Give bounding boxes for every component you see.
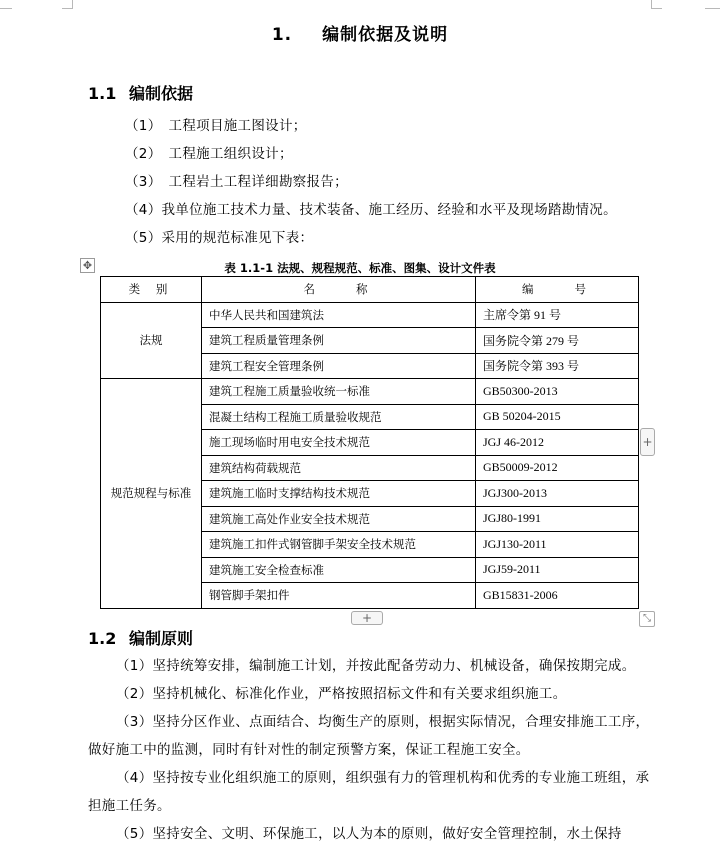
- header-code: 编 号: [476, 277, 639, 303]
- code-cell: JGJ80-1991: [476, 506, 639, 532]
- basis-item-2: （2） 工程施工组织设计；: [125, 146, 293, 162]
- code-cell: GB50300-2013: [476, 379, 639, 405]
- heading-title: 编制原则: [129, 629, 194, 648]
- basis-item-5: （5）采用的规范标准见下表：: [125, 230, 314, 246]
- code-cell: 主席令第 91 号: [476, 302, 639, 328]
- name-cell: 建筑施工高处作业安全技术规范: [202, 506, 476, 532]
- code-cell: GB50009-2012: [476, 455, 639, 481]
- page-margin-mark: [62, 0, 73, 9]
- category-cell: 规范规程与标准: [101, 379, 202, 609]
- page-margin-mark: [651, 0, 662, 9]
- name-cell: 建筑工程施工质量验收统一标准: [202, 379, 476, 405]
- name-cell: 建筑施工安全检查标准: [202, 557, 476, 583]
- heading-title: 编制依据: [129, 84, 194, 103]
- code-cell: JGJ59-2011: [476, 557, 639, 583]
- basis-item-4: （4）我单位施工技术力量、技术装备、施工经历、经验和水平及现场踏勘情况。: [125, 202, 617, 218]
- table-row[interactable]: [101, 379, 639, 405]
- code-cell: 国务院令第 279 号: [476, 328, 639, 354]
- table-move-handle-icon[interactable]: ✥: [80, 258, 95, 273]
- name-cell: 建筑工程安全管理条例: [202, 353, 476, 379]
- principle-paragraph-5: （5）坚持安全、文明、环保施工，以人为本的原则，做好安全管理控制，水土保持: [116, 826, 622, 842]
- principle-paragraph-4: （4）坚持按专业化组织施工的原则，组织强有力的管理机构和优秀的专业施工班组，承担施工任务。: [88, 770, 650, 814]
- name-cell: 钢管脚手架扣件: [202, 583, 476, 609]
- heading-number: 1.1: [88, 84, 117, 103]
- name-cell: 建筑施工扣件式钢管脚手架安全技术规范: [202, 532, 476, 558]
- code-cell: GB 50204-2015: [476, 404, 639, 430]
- heading-1-2: [88, 626, 193, 649]
- name-cell: 混凝土结构工程施工质量验收规范: [202, 404, 476, 430]
- table-resize-icon[interactable]: ⤡: [639, 611, 655, 627]
- code-cell: GB15831-2006: [476, 583, 639, 609]
- page-margin-mark: [0, 0, 12, 9]
- heading-1-title: 编制依据及说明: [322, 25, 449, 45]
- code-cell: 国务院令第 393 号: [476, 353, 639, 379]
- heading-number: 1.2: [88, 629, 117, 648]
- table-caption: 表 1.1-1 法规、规程规范、标准、图集、设计文件表: [224, 261, 496, 275]
- table-header-row: [101, 277, 639, 303]
- heading-1-1: [88, 81, 193, 104]
- name-cell: 施工现场临时用电安全技术规范: [202, 430, 476, 456]
- name-cell: 建筑工程质量管理条例: [202, 328, 476, 354]
- code-cell: JGJ 46-2012: [476, 430, 639, 456]
- header-name: 名 称: [202, 277, 476, 303]
- principle-paragraph-2: （2）坚持机械化、标准化作业，严格按照招标文件和有关要求组织施工。: [116, 686, 567, 702]
- add-column-button[interactable]: +: [640, 428, 655, 456]
- page-margin-mark: [705, 0, 720, 9]
- category-cell: 法规: [101, 302, 202, 379]
- name-cell: 建筑结构荷载规范: [202, 455, 476, 481]
- regulations-table[interactable]: [100, 276, 639, 609]
- table-row[interactable]: [101, 302, 639, 328]
- heading-1: [0, 20, 720, 45]
- principle-paragraph-1: （1）坚持统筹安排，编制施工计划，并按此配备劳动力、机械设备，确保按期完成。: [116, 658, 636, 674]
- basis-item-3: （3） 工程岩土工程详细勘察报告；: [125, 174, 348, 190]
- header-category: 类 别: [101, 277, 202, 303]
- code-cell: JGJ130-2011: [476, 532, 639, 558]
- basis-item-1: （1） 工程项目施工图设计；: [125, 118, 307, 134]
- name-cell: 建筑施工临时支撑结构技术规范: [202, 481, 476, 507]
- code-cell: JGJ300-2013: [476, 481, 639, 507]
- principle-paragraph-3: （3）坚持分区作业、点面结合、均衡生产的原则，根据实际情况，合理安排施工工序，做好施工中的监测，同时有针对性的制定预警方案，保证工程施工安全。: [88, 714, 650, 758]
- add-row-button[interactable]: +: [351, 611, 383, 625]
- heading-1-number: 1.: [271, 25, 293, 45]
- name-cell: 中华人民共和国建筑法: [202, 302, 476, 328]
